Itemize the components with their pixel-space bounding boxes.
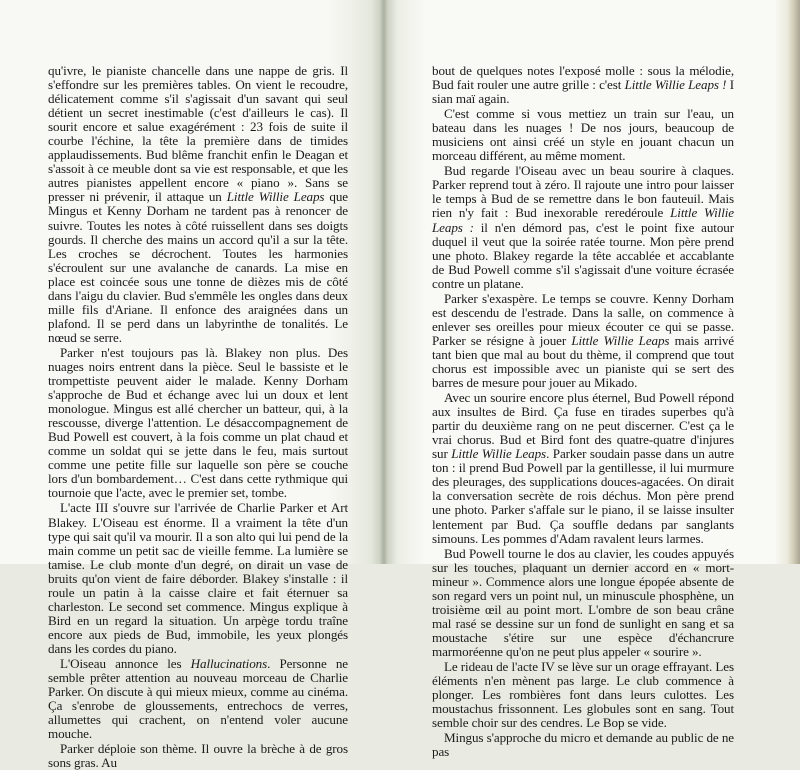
title-italic: Little Willie Leaps ! bbox=[624, 77, 727, 93]
title-italic: Hallucinations bbox=[190, 655, 268, 671]
right-page-text bbox=[432, 64, 734, 759]
title-italic: Little Willie Leaps bbox=[571, 332, 670, 348]
paragraph: C'est comme si vous mettiez un train sur l'eau, un bateau dans les nuages ! De nos jours, beaucoup de musiciens ont ainsi créé un style en jouant chacun un morceau différent, au même moment. bbox=[432, 106, 734, 164]
paragraph: bout de quelques notes l'exposé molle : sous la mélodie, Bud fait rouler une autre grille : c'est Little Willie Leaps ! I sian maï again. bbox=[432, 63, 734, 107]
left-page-text bbox=[48, 64, 348, 770]
paragraph: Avec un sourire encore plus éternel, Bud Powell répond aux insultes de Bird. Ça fuse en tirades superbes qu'à partir du deuxième rang on ne peut discerner. C'est ça le vrai chorus. Bud et Bird font des quatre-quatre d'injures sur Little Willie Leaps. Parker soudain passe dans un autre ton : il prend Bud Powell par la gentillesse, il lui murmure des pleurages, des supplications douces-agacées. On dirait la conversation secrète de rois déchus. Mon père prend une photo. Parker s'affale sur le piano, il se laisse insulter lentement par Bud. Ça souffle dedans par sanglants simouns. Les pommes d'Adam ravalent leurs larmes. bbox=[432, 390, 734, 546]
paragraph: Mingus s'approche du micro et demande au public de ne pas bbox=[432, 730, 734, 760]
paragraph: Parker déploie son thème. Il ouvre la brèche à de gros sons gras. Au bbox=[48, 741, 348, 770]
left-page bbox=[0, 0, 380, 770]
paragraph: Parker n'est toujours pas là. Blakey non plus. Des nuages noirs entrent dans la pièce. Seul le bassiste et le trompettiste peuvent aider le malade. Kenny Dorham s'approche de Bud et échange avec lui un doux et lent monologue. Mingus est allé chercher un batteur, qui, à la rescousse, diverge l'attention. Le désaccompagnement de Bud Powell est couvert, à la fois comme un plat chaud et comme un soldat qui se jette dans le feu, mais surtout comme une petite fille sur laquelle son père se couche lors d'un bombardement… C'est dans cette rythmique qui tournoie que l'acte, avec le premier set, tombe. bbox=[48, 344, 348, 501]
title-italic: Little Willie Leaps : bbox=[432, 205, 734, 235]
right-page bbox=[380, 0, 800, 760]
paragraph: Le rideau de l'acte IV se lève sur un orage effrayant. Les éléments n'en mènent pas large. Le club commence à plonger. Les rombières font dans leurs culottes. Les moustachus frissonnent. Les globules sont en sang. Tout semble choir sur des cendres. Le Bop se vide. bbox=[432, 658, 734, 731]
title-italic: Little Willie Leaps bbox=[226, 189, 325, 205]
book-spine-gutter bbox=[371, 0, 397, 564]
paragraph: L'Oiseau annonce les Hallucinations. Personne ne semble prêter attention au nouveau morceau de Charlie Parker. On discute à qui mieux mieux, comme au cinéma. Ça s'enrobe de gloussements, entrechocs de verres, allumettes qui crachent, on n'entend voler aucune mouche. bbox=[48, 655, 348, 742]
paragraph: Bud regarde l'Oiseau avec un beau sourire à claques. Parker reprend tout à zéro. Il rajoute une intro pour laisser le temps à Bud de se remettre dans le bon fauteuil. Mais rien n'y fait : Bud inexorable reredéroule Little Willie Leaps : il n'en démord pas, c'est le point fixe autour duquel il veut que la soirée ratée tourne. Mon père prend une photo. Blakey regarde la tête accablée et accablante de Bud Powell comme s'il s'agissait d'une voiture écrasée contre un platane. bbox=[432, 163, 734, 291]
title-italic: Little Willie Leaps bbox=[451, 446, 547, 462]
paragraph: qu'ivre, le pianiste chancelle dans une nappe de gris. Il s'effondre sur les premières tables. On vient le recoudre, délicatement comme s'il s'agissait d'un savant qui seul détient un secret inestimable (c'est d'ailleurs le cas). Il sourit encore et salue exagérément : 23 fois de suite il courbe l'échine, la tête la première dans de timides applaudissements. Bud blême franchit enfin le Deagan et s'assoit à ce meuble dont sa vie est responsable, et que les autres pianistes appellent encore « piano ». Sans se presser ni prévenir, il attaque un Little Willie Leaps que Mingus et Kenny Dorham ne tardent pas à renoncer de suivre. Toutes les notes à côté ruissellent dans ses doigts gourds. Il cherche des mains un accord qu'il a sur la tête. Les croches se décrochent. Toutes les harmonies s'écroulent sur une avalanche de canards. La mise en place est coincée sous une tonne de dièzes mis de côté dans l'aigu du clavier. Bud s'emmêle les ongles dans deux mille fils d'Ariane. Il enfonce des araignées dans un plafond. Il se perd dans un labyrinthe de tonalités. Le nœud se serre. bbox=[48, 63, 349, 345]
paragraph: Bud Powell tourne le dos au clavier, les coudes appuyés sur les touches, plaquant un dernier accord en « mort-mineur ». Commence alors une longue épopée absente de son regard vers un point nul, un minuscule phosphène, un troisième œil au point mort. L'ombre de son beau crâne mal rasé se dessine sur un fond de sunlight en sang et sa moustache s'étire sur une espèce d'échancrure marmoréenne qu'on ne peut plus appeler « sourire ». bbox=[432, 545, 734, 659]
paragraph: Parker s'exaspère. Le temps se couvre. Kenny Dorham est descendu de l'estrade. Dans la salle, on commence à enlever ses oreilles pour mieux écouter ce qui se passe. Parker se résigne à jouer Little Willie Leaps mais arrivé tant bien que mal au bout du thème, il comprend que tout chorus est impossible avec un pianiste qui se sert des barres de mesure pour jouer au Mikado. bbox=[432, 290, 735, 391]
paragraph: L'acte III s'ouvre sur l'arrivée de Charlie Parker et Art Blakey. L'Oiseau est énorme. Il a vraiment la tête d'un type qui sait qu'il va mourir. Il a son alto qui lui pend de la main comme un petit sac de vieille femme. La lumière se tamise. Le club monte d'un degré, on dirait un vase de bruits qu'on vient de faire déborder. Blakey s'installe : il roule un patin à la caisse claire et fait éternuer sa charleston. Le second set commence. Mingus explique à Bird en un regard la situation. Un arpège tordu traîne encore aux pieds de Bud, immobile, les yeux plongés dans les cordes du piano. bbox=[48, 500, 348, 656]
